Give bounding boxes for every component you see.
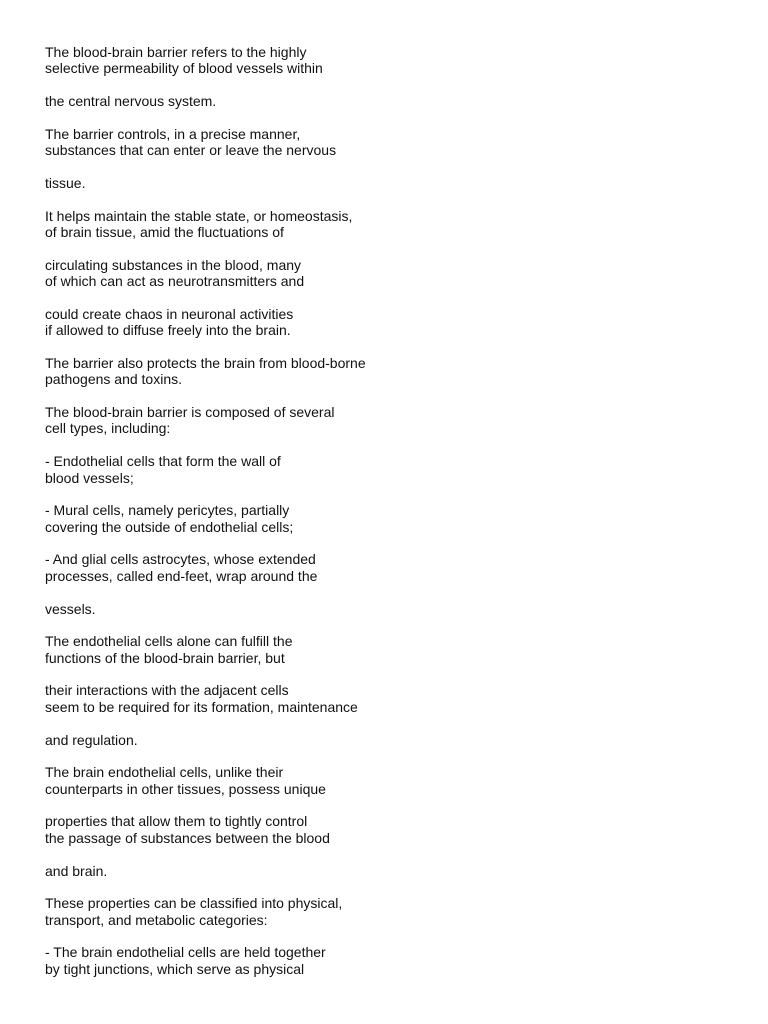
paragraph-gap: [45, 77, 445, 94]
paragraph-gap: [45, 388, 445, 405]
paragraph-gap: [45, 748, 445, 765]
text-line: and brain.: [45, 862, 108, 879]
text-line: The barrier also protects the brain from blood-borne: [45, 355, 366, 372]
text-line: The blood-brain barrier refers to the highly: [45, 44, 307, 60]
paragraph-gap: [45, 158, 445, 175]
paragraph-gap: [45, 191, 445, 208]
text-line: by tight junctions, which serve as physical: [45, 960, 305, 977]
text-line: substances that can enter or leave the nervous: [45, 142, 337, 159]
text-line: of which can act as neurotransmitters and: [45, 273, 305, 290]
text-line: - The brain endothelial cells are held together: [45, 944, 326, 961]
text-line: covering the outside of endothelial cells;: [45, 518, 294, 535]
paragraph-gap: [45, 666, 445, 683]
paragraph-gap: [45, 617, 445, 634]
text-line: blood vessels;: [45, 469, 134, 486]
paragraph-gap: [45, 289, 445, 306]
text-line: seem to be required for its formation, maintenance: [45, 698, 358, 715]
text-line: their interactions with the adjacent cells: [45, 682, 289, 699]
paragraph-gap: [45, 437, 445, 454]
text-line: functions of the blood-brain barrier, but: [45, 649, 285, 666]
text-line: the central nervous system.: [45, 93, 217, 110]
text-line: circulating substances in the blood, many: [45, 256, 302, 273]
text-line: the passage of substances between the blood: [45, 829, 330, 846]
text-line: of brain tissue, amid the fluctuations of: [45, 224, 284, 241]
text-line: The barrier controls, in a precise manner,: [45, 125, 301, 142]
text-line: - Endothelial cells that form the wall of: [45, 453, 281, 470]
text-line: counterparts in other tissues, possess unique: [45, 780, 326, 797]
paragraph-gap: [45, 715, 445, 732]
paragraph-gap: [45, 879, 445, 896]
text-line: These properties can be classified into physical,: [45, 895, 343, 912]
text-line: vessels.: [45, 600, 96, 617]
text-line: The blood-brain barrier is composed of several: [45, 404, 335, 421]
text-line: and regulation.: [45, 731, 138, 748]
text-line: tissue.: [45, 174, 86, 191]
text-line: could create chaos in neuronal activities: [45, 305, 294, 322]
text-line: properties that allow them to tightly control: [45, 813, 308, 830]
text-line: if allowed to diffuse freely into the brain.: [45, 322, 291, 339]
text-line: selective permeability of blood vessels within: [45, 60, 323, 77]
paragraph-gap: [45, 240, 445, 257]
paragraph-gap: [45, 584, 445, 601]
document-text: [45, 44, 445, 977]
text-line: - And glial cells astrocytes, whose extended: [45, 551, 316, 568]
text-line: The endothelial cells alone can fulfill the: [45, 633, 293, 650]
paragraph-gap: [45, 486, 445, 503]
text-line: transport, and metabolic categories:: [45, 911, 268, 928]
text-line: pathogens and toxins.: [45, 371, 182, 388]
paragraph-gap: [45, 535, 445, 552]
paragraph-gap: [45, 109, 445, 126]
text-line: It helps maintain the stable state, or homeostasis,: [45, 207, 353, 224]
text-line: - Mural cells, namely pericytes, partially: [45, 502, 290, 519]
paragraph-gap: [45, 928, 445, 945]
text-line: processes, called end-feet, wrap around the: [45, 567, 318, 584]
paragraph-gap: [45, 846, 445, 863]
text-line: The brain endothelial cells, unlike their: [45, 764, 284, 781]
paragraph-gap: [45, 339, 445, 356]
text-line: cell types, including:: [45, 420, 171, 437]
paragraph-gap: [45, 797, 445, 814]
